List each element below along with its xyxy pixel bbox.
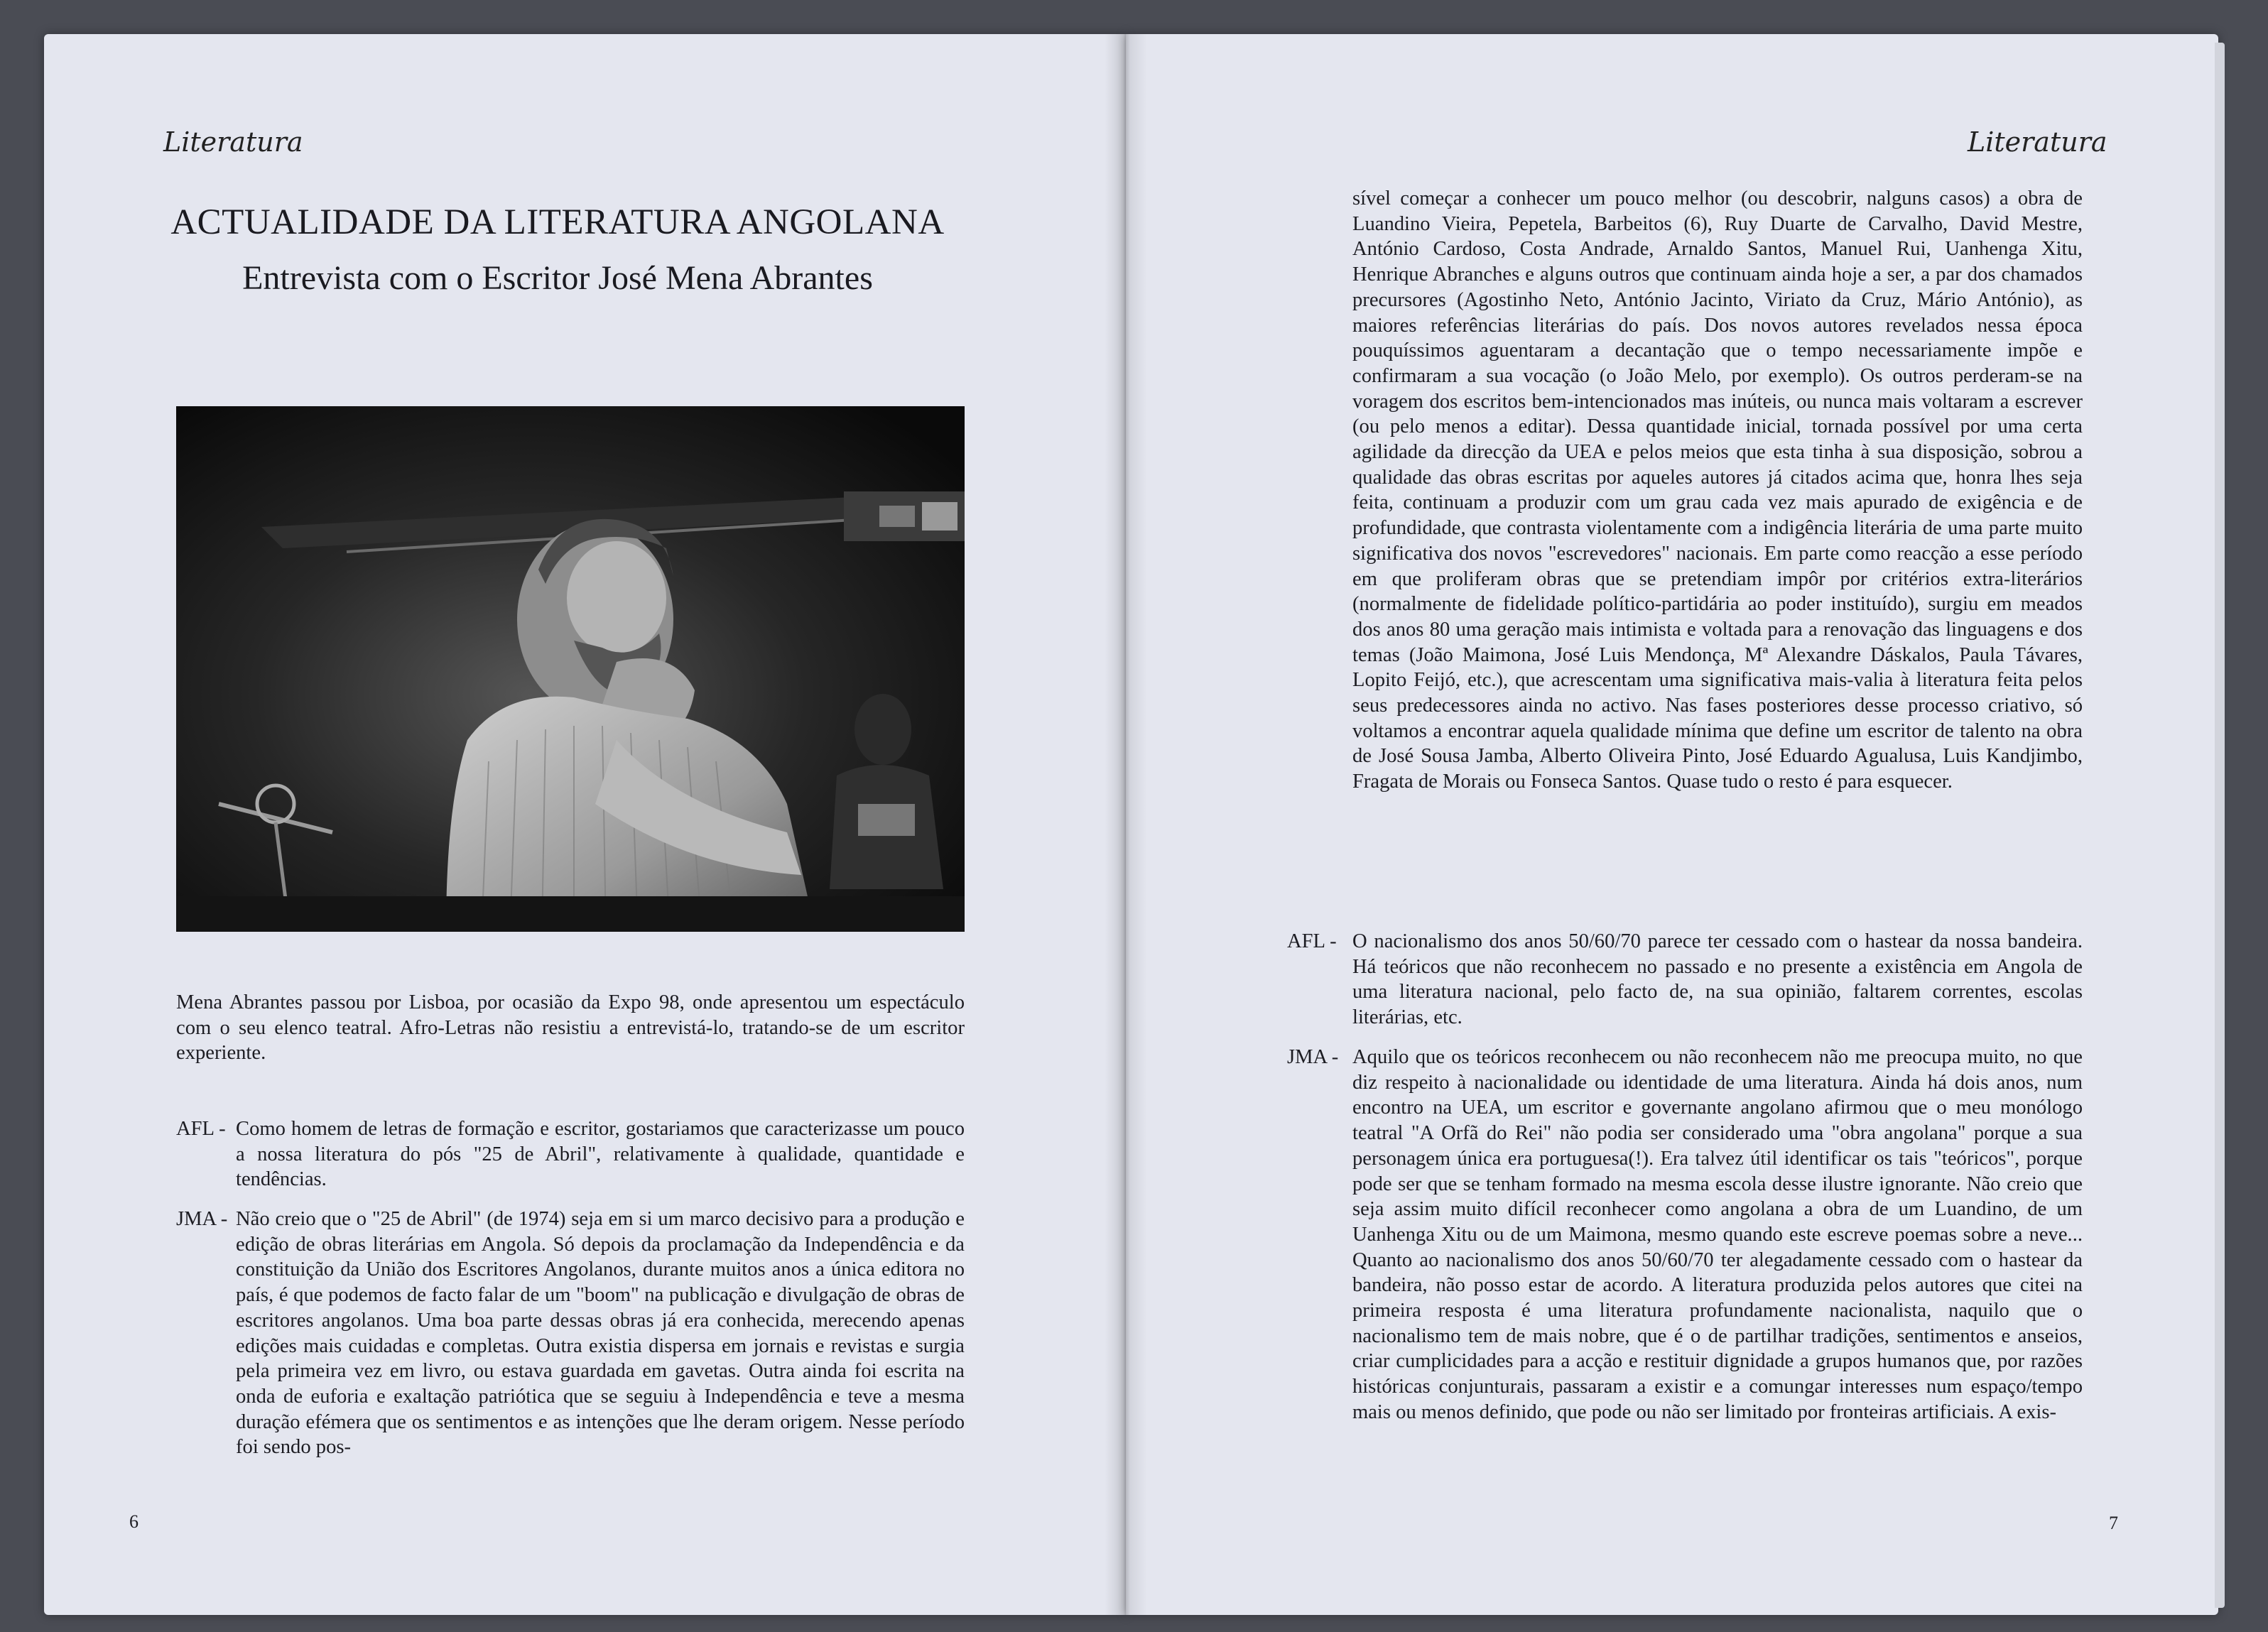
answer-1-label: JMA - [176, 1208, 228, 1230]
question-2-text: O nacionalismo dos anos 50/60/70 parece ter cessado com o hastear da nossa bandeira. Há teóricos que não reconhecem no passado e no presente a existência em Angola de uma literatura nacional, pelo facto de, na sua opinião, faltarem correntes, escolas literárias, etc. [1352, 930, 2083, 1029]
section-header-left: Literatura [163, 126, 303, 158]
article-subtitle: Entrevista com o Escritor José Mena Abrantes [242, 259, 873, 297]
answer-2-label: JMA - [1287, 1046, 1339, 1068]
page-number-right: 7 [2109, 1513, 2118, 1533]
section-header-right: Literatura [1968, 126, 2107, 158]
author-photo [176, 406, 965, 932]
answer-1-text: Não creio que o "25 de Abril" (de 1974) seja em si um marco decisivo para a produção e edição de obras literárias em Angola. Só depois da proclamação da Independência e da constituição da União dos Escritores Angolanos, durante muitos anos a única editora no país, é que podemos de facto falar de um "boom" na publicação e divulgação de obras de escritores angolanos. Uma boa parte dessas obras já era conhecida, merecendo apenas edições mais cuidadas e completas. Outra existia dispersa em jornais e revistas e surgia pela primeira vez em livro, ou estava guardada em gavetas. Outra ainda foi escrita na onda de euforia e exaltação patriótica que se seguiu à Independência e teve a mesma duração efémera que os sentimentos e as intenções que lhe deram origem. Nesse período foi sendo pos- [236, 1208, 965, 1459]
question-1-text: Como homem de letras de formação e escritor, gostariamos que caracterizasse um pouco a nossa literatura do pós "25 de Abril", relativamente à qualidade, quantidade e tendências. [236, 1118, 965, 1191]
author-photo-image [176, 406, 965, 932]
question-2-label: AFL - [1287, 930, 1337, 952]
page-edge [2215, 43, 2225, 1608]
answer-2-text: Aquilo que os teóricos reconhecem ou não reconhecem não me preocupa muito, no que diz respeito à nacionalidade ou identidade de uma literatura. Ainda há dois anos, num encontro na UEA, um escritor e governante angolano afirmou que o meu monólogo teatral "A Orfã do Rei" não podia ser considerado uma "obra angolana" porque a sua personagem única era portuguesa(!). Era talvez útil identificar os tais "teóricos", porque pode ser que se tenham formado na mesma escola desse ilustre ignorante. Não creio que seja assim muito difícil reconhecer como angolana a obra de um Luandino, de um Uanhenga Xitu ou de um Maimona, mesmo quando este escreve poemas sobre a neve... Quanto ao nacionalismo dos anos 50/60/70 ter alegadamente cessado com o hastear da bandeira, não posso estar de acordo. A literatura produzida pelos autores que citei na primeira resposta é uma literatura profundamente nacionalista, naquilo que o nacionalismo tem de mais nobre, que é o de partilhar tradições, sentimentos e anseios, criar cumplicidades para a acção e restituir dignidade a grupos humanos que, por razões históricas conjunturais, passaram a existir e a comungar interesses num espaço/tempo mais ou menos definido, que pode ou não ser limitado por fronteiras artificiais. A exis- [1352, 1046, 2083, 1423]
intro-paragraph: Mena Abrantes passou por Lisboa, por ocasião da Expo 98, onde apresentou um espectáculo com o seu elenco teatral. Afro-Letras não resistiu a entrevistá-lo, tratando-se de um escritor experiente. [176, 991, 965, 1065]
article-title: ACTUALIDADE DA LITERATURA ANGOLANA [170, 202, 945, 242]
answer-1-continuation: sível começar a conhecer um pouco melhor (ou descobrir, nalguns casos) a obra de Luandino Vieira, Pepetela, Barbeitos (6), Ruy Duarte de Carvalho, David Mestre, António Cardoso, Costa Andrade, Arnaldo Santos, Manuel Rui, Uanhenga Xitu, Henrique Abranches e alguns outros que continuam ainda hoje a ser, a par dos chamados precursores (Agostinho Neto, António Jacinto, Viriato da Cruz, Mário António), as maiores referências literárias do país. Dos novos autores revelados nessa época pouquíssimos aguentaram a decantação que o tempo necessariamente impõe e confirmaram a sua vocação (o João Melo, por exemplo). Os outros perderam-se na voragem dos escritos bem-intencionados mas inúteis, ou nunca mais voltaram a escrever (ou pelo menos a editar). Dessa quantidade inicial, tornada possível por uma certa agilidade da direcção da UEA e pelos meios que esta tinha à sua disposição, sobrou a qualidade das obras escritas por aqueles autores já citados acima que, honra lhes seja feita, continuam a produzir com um grau cada vez mais apurado de exigência e de profundidade, que contrasta violentamente com a indigência literária de uma parte muito significativa dos novos "escrevedores" nacionais. Em parte como reacção a esse período em que proliferam obras que se pretendiam impôr por critérios extra-literários (normalmente de fidelidade político-partidária ao poder instituído), surgiu em meados dos anos 80 uma geração mais intimista e voltada para a renovação das linguagens e dos temas (João Maimona, José Luis Mendonça, Mª Alexandre Dáskalos, Paula Távares, Lopito Feijó, etc.), que acrescentam uma significativa mais-valia à literatura feita pelos seus predecessores ainda no activo. Nas fases posteriores desse processo criativo, só voltamos a encontrar aquela qualidade mínima que define um escritor de talento na obra de José Sousa Jamba, Alberto Oliveira Pinto, José Eduardo Agualusa, Luis Kandjimbo, Fragata de Morais ou Fonseca Santos. Quase tudo o resto é para esquecer. [1352, 187, 2083, 793]
question-1-label: AFL - [176, 1118, 226, 1140]
page-number-left: 6 [129, 1511, 139, 1532]
